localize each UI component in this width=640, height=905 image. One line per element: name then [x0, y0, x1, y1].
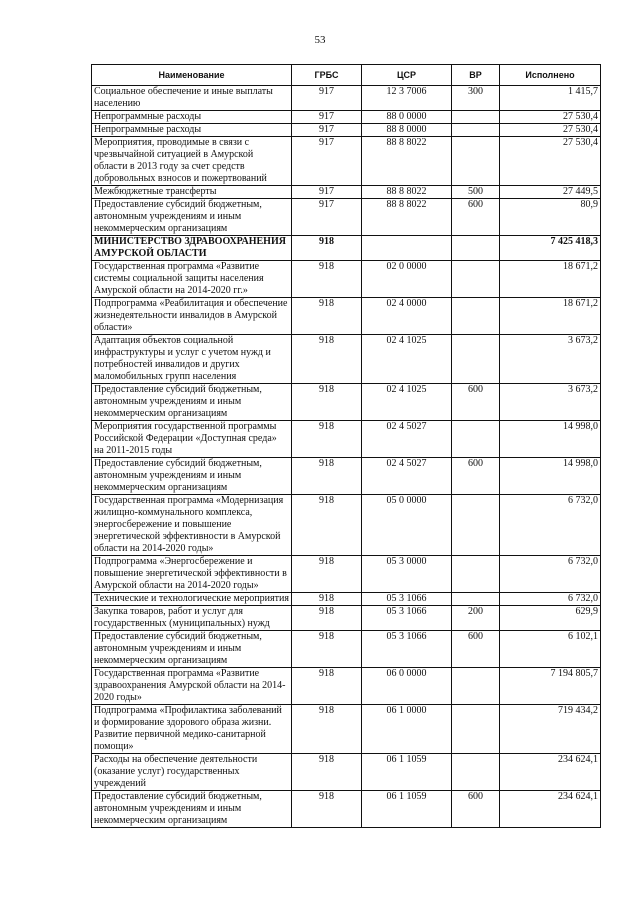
row-csr: 05 3 1066 — [362, 631, 452, 668]
row-amount: 27 530,4 — [500, 111, 601, 124]
row-vr — [452, 111, 500, 124]
row-grbs: 917 — [292, 111, 362, 124]
table-row — [92, 236, 601, 261]
row-name: Государственная программа «Развитие системы социальной защиты населения Амурской области на 2014-2020 гг.» — [92, 261, 292, 298]
header-csr: ЦСР — [362, 65, 452, 86]
row-vr — [452, 705, 500, 754]
row-name: Технические и технологические мероприятия — [92, 593, 292, 606]
row-name: Мероприятия, проводимые в связи с чрезвычайной ситуацией в Амурской области в 2013 году за счет средств добровольных взносов и пожертвований — [92, 137, 292, 186]
row-vr — [452, 495, 500, 556]
table-body — [92, 86, 601, 828]
table-row — [92, 186, 601, 199]
header-name: Наименование — [92, 65, 292, 86]
row-amount: 1 415,7 — [500, 86, 601, 111]
row-name: Непрограммные расходы — [92, 111, 292, 124]
table-row — [92, 298, 601, 335]
row-grbs: 918 — [292, 458, 362, 495]
row-csr: 02 4 5027 — [362, 458, 452, 495]
table-row — [92, 556, 601, 593]
row-vr: 600 — [452, 631, 500, 668]
header-vr: ВР — [452, 65, 500, 86]
row-vr: 600 — [452, 199, 500, 236]
row-csr: 88 8 8022 — [362, 186, 452, 199]
table-row — [92, 593, 601, 606]
table-row — [92, 421, 601, 458]
row-amount: 18 671,2 — [500, 261, 601, 298]
row-amount: 6 732,0 — [500, 593, 601, 606]
row-grbs: 918 — [292, 236, 362, 261]
row-csr: 02 0 0000 — [362, 261, 452, 298]
row-csr: 05 3 1066 — [362, 606, 452, 631]
row-vr: 500 — [452, 186, 500, 199]
table-row — [92, 384, 601, 421]
row-vr — [452, 335, 500, 384]
row-name: Межбюджетные трансферты — [92, 186, 292, 199]
row-amount: 14 998,0 — [500, 421, 601, 458]
row-vr: 300 — [452, 86, 500, 111]
row-vr: 200 — [452, 606, 500, 631]
row-grbs: 917 — [292, 199, 362, 236]
row-csr: 05 3 1066 — [362, 593, 452, 606]
row-amount: 14 998,0 — [500, 458, 601, 495]
row-name: Предоставление субсидий бюджетным, автономным учреждениям и иным некоммерческим организациям — [92, 791, 292, 828]
row-vr — [452, 754, 500, 791]
row-amount: 719 434,2 — [500, 705, 601, 754]
row-name: Мероприятия государственной программы Российской Федерации «Доступная среда» на 2011-2015 годы — [92, 421, 292, 458]
row-csr: 06 1 1059 — [362, 754, 452, 791]
table-row — [92, 124, 601, 137]
row-name: Непрограммные расходы — [92, 124, 292, 137]
table-row — [92, 86, 601, 111]
row-csr: 88 0 0000 — [362, 111, 452, 124]
row-amount: 3 673,2 — [500, 335, 601, 384]
row-csr: 88 8 0000 — [362, 124, 452, 137]
row-grbs: 918 — [292, 384, 362, 421]
row-name: МИНИСТЕРСТВО ЗДРАВООХРАНЕНИЯ АМУРСКОЙ ОБЛАСТИ — [92, 236, 292, 261]
row-name: Предоставление субсидий бюджетным, автономным учреждениям и иным некоммерческим организациям — [92, 199, 292, 236]
row-grbs: 918 — [292, 791, 362, 828]
table-row — [92, 754, 601, 791]
row-grbs: 918 — [292, 705, 362, 754]
row-name: Государственная программа «Модернизация жилищно-коммунального комплекса, энергосбережение и повышение энергетической эффективности в Амурской области на 2014-2020 годы» — [92, 495, 292, 556]
row-vr — [452, 137, 500, 186]
table-row — [92, 606, 601, 631]
table-row — [92, 111, 601, 124]
row-vr: 600 — [452, 458, 500, 495]
row-name: Предоставление субсидий бюджетным, автономным учреждениям и иным некоммерческим организациям — [92, 458, 292, 495]
row-csr: 06 1 0000 — [362, 705, 452, 754]
row-vr — [452, 298, 500, 335]
row-amount: 6 732,0 — [500, 495, 601, 556]
row-grbs: 918 — [292, 495, 362, 556]
row-amount: 27 530,4 — [500, 124, 601, 137]
page-number: 53 — [314, 34, 326, 46]
row-amount: 629,9 — [500, 606, 601, 631]
table-row — [92, 261, 601, 298]
row-grbs: 917 — [292, 186, 362, 199]
row-grbs: 918 — [292, 668, 362, 705]
table-row — [92, 137, 601, 186]
table-row — [92, 631, 601, 668]
table-row — [92, 791, 601, 828]
row-amount: 27 530,4 — [500, 137, 601, 186]
row-grbs: 917 — [292, 124, 362, 137]
row-grbs: 918 — [292, 606, 362, 631]
row-csr: 05 3 0000 — [362, 556, 452, 593]
row-vr — [452, 236, 500, 261]
table-row — [92, 458, 601, 495]
row-vr: 600 — [452, 791, 500, 828]
row-csr: 06 0 0000 — [362, 668, 452, 705]
table-header-row — [92, 65, 601, 86]
row-name: Предоставление субсидий бюджетным, автономным учреждениям и иным некоммерческим организациям — [92, 631, 292, 668]
row-amount: 80,9 — [500, 199, 601, 236]
row-vr: 600 — [452, 384, 500, 421]
row-amount: 7 194 805,7 — [500, 668, 601, 705]
row-amount: 7 425 418,3 — [500, 236, 601, 261]
row-name: Предоставление субсидий бюджетным, автономным учреждениям и иным некоммерческим организациям — [92, 384, 292, 421]
budget-table — [91, 64, 601, 828]
row-grbs: 918 — [292, 335, 362, 384]
table-row — [92, 199, 601, 236]
row-name: Социальное обеспечение и иные выплаты населению — [92, 86, 292, 111]
row-name: Подпрограмма «Профилактика заболеваний и формирование здорового образа жизни. Развитие первичной медико-санитарной помощи» — [92, 705, 292, 754]
row-csr: 88 8 8022 — [362, 199, 452, 236]
row-amount: 3 673,2 — [500, 384, 601, 421]
row-amount: 27 449,5 — [500, 186, 601, 199]
row-grbs: 917 — [292, 86, 362, 111]
row-vr — [452, 261, 500, 298]
row-amount: 18 671,2 — [500, 298, 601, 335]
row-name: Расходы на обеспечение деятельности (оказание услуг) государственных учреждений — [92, 754, 292, 791]
row-csr — [362, 236, 452, 261]
row-name: Адаптация объектов социальной инфраструктуры и услуг с учетом нужд и потребностей инвалидов и других маломобильных групп населения — [92, 335, 292, 384]
table-row — [92, 335, 601, 384]
row-csr: 02 4 1025 — [362, 384, 452, 421]
row-vr — [452, 668, 500, 705]
row-csr: 02 4 0000 — [362, 298, 452, 335]
row-name: Подпрограмма «Реабилитация и обеспечение жизнедеятельности инвалидов в Амурской области» — [92, 298, 292, 335]
row-csr: 02 4 5027 — [362, 421, 452, 458]
row-grbs: 918 — [292, 593, 362, 606]
row-csr: 05 0 0000 — [362, 495, 452, 556]
table-row — [92, 495, 601, 556]
row-grbs: 918 — [292, 298, 362, 335]
table-row — [92, 705, 601, 754]
row-name: Закупка товаров, работ и услуг для государственных (муниципальных) нужд — [92, 606, 292, 631]
table-row — [92, 668, 601, 705]
header-grbs: ГРБС — [292, 65, 362, 86]
row-amount: 234 624,1 — [500, 791, 601, 828]
row-csr: 06 1 1059 — [362, 791, 452, 828]
row-vr — [452, 593, 500, 606]
row-name: Государственная программа «Развитие здравоохранения Амурской области на 2014-2020 годы» — [92, 668, 292, 705]
row-grbs: 918 — [292, 631, 362, 668]
row-grbs: 918 — [292, 261, 362, 298]
row-grbs: 918 — [292, 421, 362, 458]
row-csr: 12 3 7006 — [362, 86, 452, 111]
row-name: Подпрограмма «Энергосбережение и повышение энергетической эффективности в Амурской области на 2014-2020 годы» — [92, 556, 292, 593]
row-amount: 6 732,0 — [500, 556, 601, 593]
row-csr: 88 8 8022 — [362, 137, 452, 186]
row-grbs: 918 — [292, 754, 362, 791]
row-vr — [452, 556, 500, 593]
row-vr — [452, 421, 500, 458]
row-vr — [452, 124, 500, 137]
row-grbs: 917 — [292, 137, 362, 186]
row-amount: 234 624,1 — [500, 754, 601, 791]
header-amount: Исполнено — [500, 65, 601, 86]
row-amount: 6 102,1 — [500, 631, 601, 668]
row-csr: 02 4 1025 — [362, 335, 452, 384]
row-grbs: 918 — [292, 556, 362, 593]
